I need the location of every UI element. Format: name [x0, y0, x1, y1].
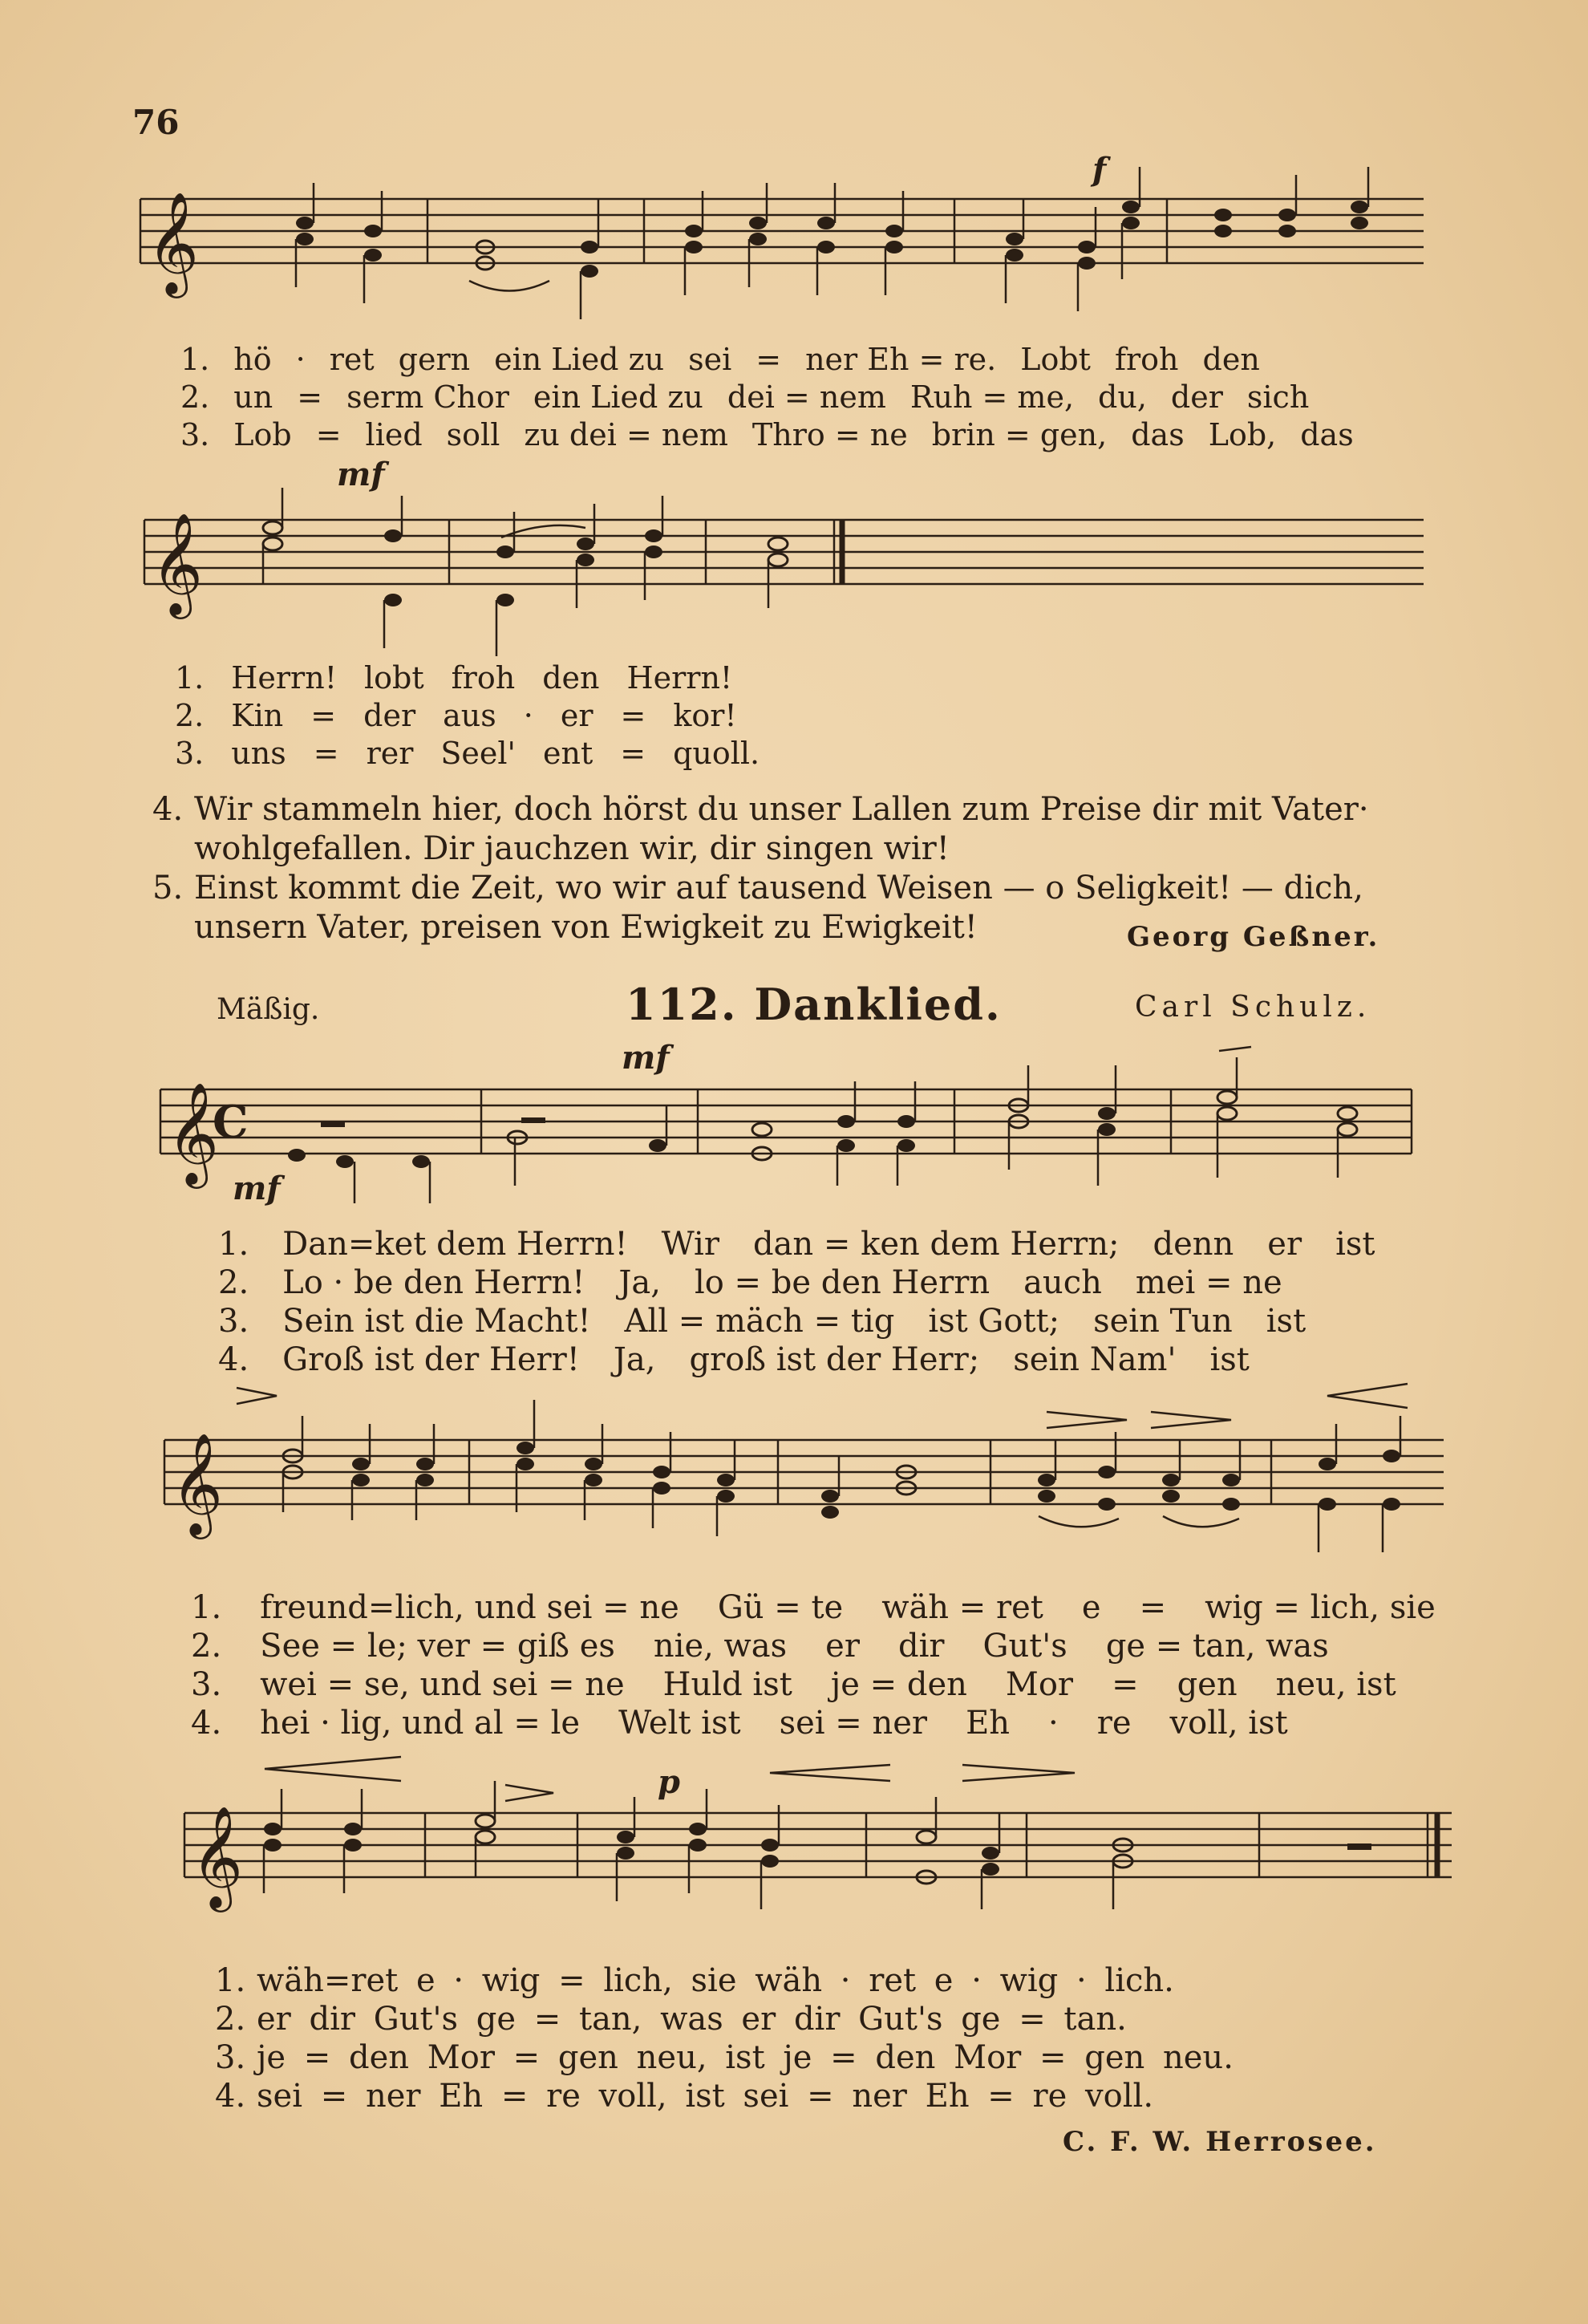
syllable: = — [313, 736, 339, 771]
verse-number: 2. — [191, 1628, 222, 1665]
lyric-text: sei = ner Eh = re voll, ist sei = ner Eh = re voll. — [257, 2078, 1154, 2115]
syllable: freund=lich, und sei = ne — [260, 1589, 679, 1626]
music-staff — [156, 1376, 1456, 1568]
verse-text: Einst kommt die Zeit, wo wir auf tausend Weisen — o Seligkeit! — dich, unsern Vater, preisen von Ewigkeit zu Ewigkeit! — [194, 870, 1363, 946]
syllable: ge = tan, was — [1105, 1628, 1329, 1665]
syllable: den — [542, 660, 600, 696]
svg-text:𝄞: 𝄞 — [171, 1432, 224, 1535]
lyric-line — [215, 1961, 1234, 2000]
lyric-line — [191, 1588, 1436, 1627]
verse-number: 1. — [180, 342, 210, 377]
syllable: er — [1267, 1226, 1302, 1263]
verse-number: 4. — [152, 791, 184, 828]
syllable: du, — [1098, 379, 1147, 415]
syllable: quoll. — [673, 736, 760, 771]
syllable: zu dei = nem — [524, 417, 728, 452]
syllable: Lo · be den Herrn! — [282, 1264, 585, 1301]
syllable: den — [1202, 342, 1260, 377]
syllable: Dan=ket dem Herrn! — [282, 1226, 628, 1263]
lyric-text: je = den Mor = gen neu, ist je = den Mor = gen neu. — [257, 2039, 1234, 2076]
lyric-line — [175, 659, 760, 697]
syllable: er — [560, 698, 593, 733]
svg-text:𝄞: 𝄞 — [167, 1081, 220, 1184]
syllable: · — [1048, 1705, 1059, 1742]
dynamic-forte: f — [1092, 151, 1107, 189]
syllable: denn — [1153, 1226, 1234, 1263]
syllable: groß ist der Herr; — [689, 1341, 980, 1378]
syllable: ist — [1335, 1226, 1375, 1263]
syllable: = — [756, 342, 782, 377]
lyric-line — [191, 1665, 1436, 1704]
lyricist-credit: Georg Geßner. — [1127, 921, 1380, 953]
verse-number: 2. — [218, 1264, 249, 1301]
lyric-line — [180, 416, 1354, 454]
lyric-line — [218, 1263, 1375, 1302]
syllable: All = mäch = tig — [624, 1303, 895, 1340]
syllable: Eh — [966, 1705, 1011, 1742]
syllable: Thro = ne — [751, 417, 908, 452]
hymn-title: 112. Danklied. — [626, 979, 1002, 1030]
syllable: rer — [366, 736, 414, 771]
lyrics-block — [191, 1588, 1436, 1742]
syllable: das — [1131, 417, 1185, 452]
verse-number: 4. — [191, 1705, 222, 1742]
music-staff — [136, 481, 1436, 666]
syllable: sei = ner — [779, 1705, 928, 1742]
syllable: kor! — [673, 698, 737, 733]
syllable: froh — [1114, 342, 1179, 377]
syllable: Huld ist — [662, 1666, 792, 1703]
verse-number: 5. — [152, 870, 184, 906]
syllable: · — [295, 342, 306, 377]
syllable: un — [233, 379, 273, 415]
syllable: Sein ist die Macht! — [282, 1303, 591, 1340]
verse-number: 3. — [191, 1666, 222, 1703]
svg-text:𝄞: 𝄞 — [151, 512, 204, 614]
syllable: mei = ne — [1135, 1264, 1282, 1301]
syllable: dan = ken dem Herrn; — [752, 1226, 1120, 1263]
syllable: sich — [1246, 379, 1310, 415]
svg-text:C: C — [213, 1096, 249, 1149]
lyric-line — [175, 735, 760, 773]
syllable: der — [363, 698, 416, 733]
syllable: gen — [1177, 1666, 1238, 1703]
syllable: aus — [443, 698, 496, 733]
syllable: Lobt — [1020, 342, 1091, 377]
syllable: ner Eh = re. — [805, 342, 997, 377]
verse-number: 2. — [215, 2001, 246, 2038]
lyric-line — [180, 341, 1354, 379]
tempo-marking: Mäßig. — [217, 993, 320, 1026]
music-staff — [176, 1741, 1460, 1933]
syllable: Gut's — [982, 1628, 1067, 1665]
syllable: Kin — [231, 698, 284, 733]
syllable: brin = gen, — [931, 417, 1108, 452]
lyric-line — [218, 1340, 1375, 1379]
syllable: = — [620, 698, 646, 733]
lyric-line — [191, 1704, 1436, 1742]
verse-number: 4. — [218, 1341, 249, 1378]
verse-number: 1. — [175, 660, 205, 696]
syllable: Groß ist der Herr! — [282, 1341, 580, 1378]
verse-number: 2. — [180, 379, 210, 415]
verse-number: 4. — [215, 2078, 246, 2115]
syllable: = — [315, 417, 342, 452]
lyric-text: er dir Gut's ge = tan, was er dir Gut's ge = tan. — [257, 2001, 1127, 2038]
syllable: ent — [543, 736, 593, 771]
lyric-line — [191, 1627, 1436, 1665]
svg-text:𝄞: 𝄞 — [191, 1805, 244, 1908]
syllable: ein Lied zu — [494, 342, 665, 377]
syllable: sein Nam' — [1013, 1341, 1177, 1378]
syllable: = — [297, 379, 323, 415]
syllable: froh — [451, 660, 516, 696]
verse-number: 3. — [175, 736, 205, 771]
verse-number: 1. — [191, 1589, 222, 1626]
lyric-line — [180, 379, 1354, 416]
syllable: sei — [688, 342, 732, 377]
syllable: Ja, — [613, 1341, 656, 1378]
lyric-line — [215, 2038, 1234, 2077]
lyric-line — [218, 1302, 1375, 1340]
syllable: e — [1081, 1589, 1101, 1626]
syllable: gern — [398, 342, 471, 377]
dynamic-mezzoforte: mf — [622, 1039, 670, 1077]
verse-number: 1. — [215, 1962, 246, 1999]
verse-number: 3. — [215, 2039, 246, 2076]
syllable: Gü = te — [717, 1589, 844, 1626]
dynamic-mezzoforte: mf — [337, 456, 385, 493]
syllable: Welt ist — [618, 1705, 741, 1742]
syllable: = — [620, 736, 646, 771]
music-staff — [132, 160, 1436, 345]
lyric-line — [218, 1225, 1375, 1263]
syllable: wäh = ret — [881, 1589, 1043, 1626]
syllable: ist Gott; — [928, 1303, 1060, 1340]
verse — [152, 790, 1468, 869]
syllable: · — [523, 698, 533, 733]
syllable: soll — [446, 417, 500, 452]
syllable: = — [1112, 1666, 1139, 1703]
syllable: auch — [1023, 1264, 1102, 1301]
syllable: Herrn! — [231, 660, 337, 696]
syllable: wei = se, und sei = ne — [260, 1666, 625, 1703]
syllable: Herrn! — [626, 660, 733, 696]
lyrics-block — [180, 341, 1354, 454]
syllable: Lob — [233, 417, 292, 452]
music-staff — [152, 1043, 1420, 1219]
syllable: neu, ist — [1275, 1666, 1396, 1703]
syllable: voll, ist — [1169, 1705, 1288, 1742]
lyric-line — [215, 2077, 1234, 2115]
syllable: je = den — [830, 1666, 967, 1703]
lyric-text: wäh=ret e · wig = lich, sie wäh · ret e · wig · lich. — [257, 1962, 1174, 1999]
syllable: uns — [231, 736, 286, 771]
lyric-line — [215, 2000, 1234, 2038]
syllable: See = le; ver = giß es — [260, 1628, 615, 1665]
verse-number: 1. — [218, 1226, 249, 1263]
syllable: serm Chor — [346, 379, 509, 415]
syllable: ist — [1266, 1303, 1306, 1340]
syllable: sein Tun — [1093, 1303, 1233, 1340]
dynamic-mezzoforte: mf — [233, 1170, 281, 1207]
syllable: Mor — [1005, 1666, 1074, 1703]
lyrics-block — [215, 1961, 1234, 2115]
syllable: lied — [365, 417, 423, 452]
dynamic-piano: p — [658, 1763, 680, 1801]
syllable: hö — [233, 342, 272, 377]
lyrics-block — [175, 659, 760, 773]
verse-number: 3. — [218, 1303, 249, 1340]
syllable: ret — [329, 342, 375, 377]
verse-number: 2. — [175, 698, 205, 733]
lyric-line — [175, 697, 760, 735]
syllable: Ruh = me, — [909, 379, 1075, 415]
syllable: Ja, — [618, 1264, 661, 1301]
verse-number: 3. — [180, 417, 210, 452]
syllable: wig = lich, sie — [1205, 1589, 1436, 1626]
lyricist-credit: C. F. W. Herrosee. — [1063, 2126, 1377, 2158]
syllable: Wir — [661, 1226, 719, 1263]
syllable: re — [1096, 1705, 1132, 1742]
syllable: Seel' — [440, 736, 516, 771]
syllable: = — [1139, 1589, 1167, 1626]
page-number: 76 — [132, 103, 180, 142]
syllable: Lob, — [1208, 417, 1277, 452]
syllable: dir — [897, 1628, 945, 1665]
syllable: ist — [1209, 1341, 1250, 1378]
syllable: hei · lig, und al = le — [260, 1705, 581, 1742]
syllable: lobt — [363, 660, 424, 696]
verse-text: Wir stammeln hier, doch hörst du unser Lallen zum Preise dir mit Vater· wohlgefallen. Dir jauchzen wir, dir singen wir! — [194, 791, 1369, 867]
composer-credit: Carl Schulz. — [1135, 991, 1371, 1024]
syllable: = — [310, 698, 337, 733]
syllable: nie, was — [653, 1628, 788, 1665]
syllable: der — [1170, 379, 1223, 415]
syllable: ein Lied zu — [533, 379, 703, 415]
svg-text:𝄞: 𝄞 — [147, 191, 200, 294]
syllable: das — [1300, 417, 1354, 452]
syllable: dei = nem — [727, 379, 886, 415]
syllable: lo = be den Herrn — [694, 1264, 990, 1301]
syllable: er — [825, 1628, 860, 1665]
lyrics-block — [218, 1225, 1375, 1379]
